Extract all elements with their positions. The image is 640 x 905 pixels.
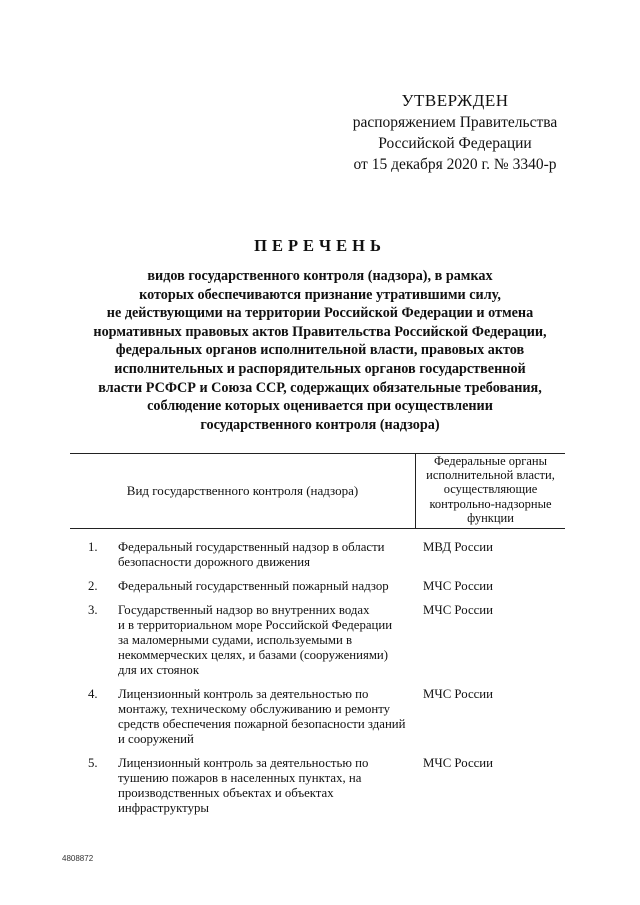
table-row [70, 756, 570, 816]
row-control-name [118, 579, 423, 594]
row-name-line: и сооружений [118, 732, 194, 746]
row-authority: МЧС России [423, 687, 494, 701]
subtitle-line: власти РСФСР и Союза ССР, содержащих обязательные требования, [98, 379, 542, 396]
row-control-name [118, 756, 423, 816]
table-row [70, 579, 570, 594]
row-authority: МЧС России [423, 756, 494, 770]
row-authority: МЧС России [423, 579, 494, 593]
row-control-name [118, 603, 423, 678]
subtitle-line: нормативных правовых актов Правительства Российской Федерации, [93, 323, 547, 340]
row-name-line: тушению пожаров в населенных пунктах, на [118, 771, 362, 785]
row-name-line: Лицензионный контроль за деятельностью по [118, 756, 369, 770]
row-name-line: некоммерческих целях, и базами (сооружениями) [118, 648, 389, 662]
header-authorities [416, 454, 565, 528]
approval-block [330, 90, 580, 175]
subtitle-line: исполнительных и распорядительных органов государственной [114, 360, 526, 377]
row-name-line: и в территориальном море Российской Федерации [118, 618, 393, 632]
approval-line-2: Российской Федерации [378, 135, 532, 152]
document-title: ПЕРЕЧЕНЬ [254, 236, 386, 255]
row-number: 2. [88, 579, 98, 593]
row-name-line: за маломерными судами, используемыми в [118, 633, 353, 647]
row-name-line: средств обеспечения пожарной безопасности зданий [118, 717, 406, 731]
document-code: 4808872 [62, 854, 94, 863]
document-subtitle [70, 267, 570, 434]
subtitle-line: соблюдение которых оценивается при осуществлении [147, 398, 493, 415]
table-row [70, 603, 570, 678]
row-name-line: монтажу, техническому обслуживанию и ремонту [118, 702, 391, 716]
header-authorities-line: исполнительной власти, [426, 468, 555, 483]
header-authorities-line: Федеральные органы [433, 454, 548, 468]
subtitle-line: государственного контроля (надзора) [200, 416, 440, 433]
row-number: 3. [88, 603, 98, 617]
row-authority: МВД России [423, 540, 493, 554]
row-name-line: Государственный надзор во внутренних водах [118, 603, 370, 617]
approval-line-1: распоряжением Правительства [352, 114, 558, 131]
subtitle-line: видов государственного контроля (надзора), в рамках [147, 268, 493, 284]
header-authorities-line: функции [467, 510, 514, 525]
row-number: 1. [88, 540, 98, 554]
table-row [70, 540, 570, 570]
table-body [70, 540, 570, 825]
row-name-line: Лицензионный контроль за деятельностью по [118, 687, 369, 701]
approval-line-3: от 15 декабря 2020 г. № 3340-р [353, 156, 557, 173]
subtitle-line: федеральных органов исполнительной власти, правовых актов [115, 342, 525, 359]
row-number: 4. [88, 687, 98, 701]
row-name-line: производственных объектах и объектах [118, 786, 334, 800]
table-header [70, 453, 565, 529]
subtitle-line: которых обеспечиваются признание утратившими силу, [139, 286, 501, 303]
header-authorities-line: контрольно-надзорные [429, 496, 552, 511]
row-authority: МЧС России [423, 603, 494, 617]
approval-title: УТВЕРЖДЕН [401, 91, 509, 110]
table-row [70, 687, 570, 747]
subtitle-line: не действующими на территории Российской Федерации и отмена [106, 305, 534, 322]
header-control-type: Вид государственного контроля (надзора) [126, 483, 359, 498]
row-name-line: инфраструктуры [118, 801, 209, 815]
row-number: 5. [88, 756, 98, 770]
row-name-line: безопасности дорожного движения [118, 555, 310, 569]
row-control-name [118, 540, 423, 570]
row-name-line: для их стоянок [118, 663, 200, 677]
row-name-line: Федеральный государственный надзор в области [118, 540, 385, 554]
row-control-name [118, 687, 423, 747]
header-authorities-line: осуществляющие [443, 482, 538, 497]
row-name-line: Федеральный государственный пожарный надзор [118, 579, 389, 593]
